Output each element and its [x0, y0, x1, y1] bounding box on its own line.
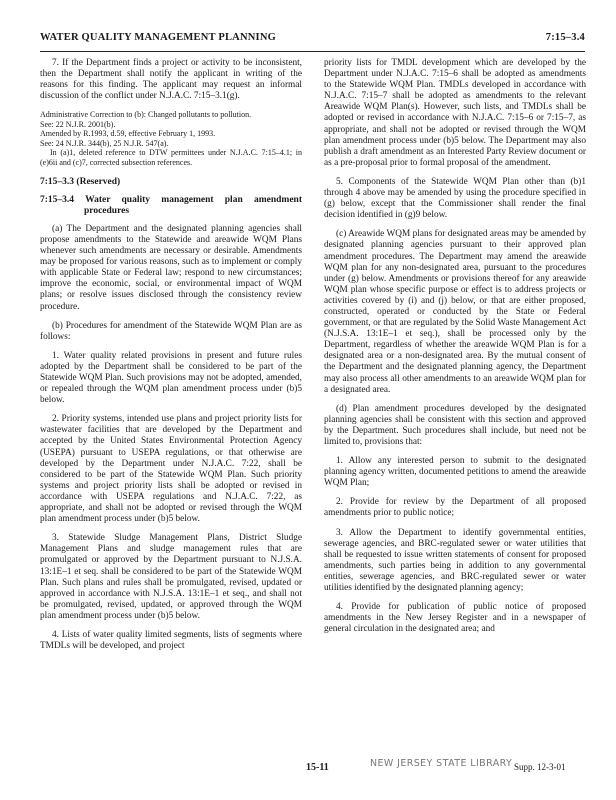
section-heading-reserved: 7:15–3.3 (Reserved)	[40, 177, 121, 188]
paragraph-b5: 5. Components of the Statewide WQM Plan other than (b)1 through 4 above may be amended by using the procedure specified in (g) below, except that the Commissioner shall render the final decision identified in (g)9 below.	[324, 176, 586, 221]
paragraph-a: (a) The Department and the designated planning agencies shall propose amendments to the Statewide and areawide WQM Plans whenever such amendments are necessary or desirable. Amendments may be proposed for various reasons, such as to implement or comply with applicable State or Federal law; respond to new circumstances; improve the economic, social, or environmental impact of WQM plans; or resolve issues disclosed through the consistency review procedure.	[40, 223, 302, 312]
running-header	[40, 32, 585, 48]
library-stamp: NEW JERSEY STATE LIBRARY	[370, 758, 513, 769]
paragraph-b2: 2. Priority systems, intended use plans and project priority lists for wastewater facilities that are developed by the Department and accepted by the United States Environmental Protection Agency (USEPA) pursuant to USEPA regulations, or that otherwise are developed by the Department under N.J.A.C. 7:22, shall be considered to be part of the Statewide WQM Plan. Such priority systems and project priority lists shall be adopted or revised in accordance with USEPA regulations and N.J.A.C. 7:22, as appropriate, and shall not be adopted or revised through the WQM plan amendment process under (b)5 below.	[40, 414, 302, 525]
supplement-date: Supp. 12-3-01	[514, 762, 566, 772]
paragraph-b4: 4. Lists of water quality limited segments, lists of segments where TMDLs will be developed, and project	[40, 629, 302, 652]
paragraph-b1: 1. Water quality related provisions in present and future rules adopted by the Department shall be considered to be part of the Statewide WQM Plan. Such provisions may not be adopted, amended, or repealed through the WQM plan amendment process under (b)5 below.	[40, 350, 302, 406]
paragraph-d4: 4. Provide for publication of public notice of proposed amendments in the New Jersey Register and in a newspaper of general circulation in the designated area; and	[324, 602, 586, 635]
right-column	[324, 58, 586, 740]
left-column	[40, 58, 302, 740]
paragraph-d: (d) Plan amendment procedures developed by the designated planning agencies shall be consistent with this section and approved by the Department. Such procedures shall include, but need not be limited to, provisions that:	[324, 403, 586, 447]
history-note: In (a)1, deleted reference to DTW permittees under N.J.A.C. 7:15–4.1; in (e)6ii and (c)7, corrected subsection references.	[40, 148, 302, 167]
section-heading-amendment: 7:15–3.4 Water quality management plan amendment procedures	[40, 194, 302, 217]
page-number: 15-11	[306, 762, 329, 773]
paragraph-c: (c) Areawide WQM plans for designated areas may be amended by designated planning agencies pursuant to their approved plan amendment procedures. The Department may amend the areawide WQM plan for any non-designated area, pursuant to the procedures under (g) below. Amendments or provisions thereof for any areawide WQM plan whose specific purpose or effect is to address projects or activities covered by (i) and (j) below, or that are either proposed, constructed, operated or conducted by the State or Federal government, or that are regulated by the Solid Waste Management Act (N.J.S.A. 13:1E–1 et seq.), shall be processed only by the Department, regardless of whether the areawide WQM Plan is for a designated area or a non-designated area. By the mutual consent of the Department and the designated planning agency, the Department may also process all other amendments to an areawide WQM plan for a designated area.	[324, 229, 586, 395]
history-note: Administrative Correction to (b): Changed pollutants to pollution.	[40, 110, 252, 120]
history-note: See: 24 N.J.R. 344(b), 25 N.J.R. 547(a).	[40, 138, 169, 148]
paragraph-item-7: 7. If the Department finds a project or activity to be inconsistent, then the Department shall notify the applicant in writing of the reasons for this finding. The applicant may request an informal discussion of the conflict under N.J.A.C. 7:15–3.1(g).	[40, 58, 302, 102]
header-rule	[40, 51, 585, 52]
paragraph-b4-continued: priority lists for TMDL development which are developed by the Department under N.J.A.C. 7:15–6 shall be adopted as amendments to the Statewide WQM Plan. TMDLs developed in accordance with N.J.A.C. 7:15–7 shall be adopted as amendments to the relevant Areawide WQM Plan(s). However, such lists, and TMDLs shall be adopted or revised in accordance with N.J.A.C. 7:15–6 or 7:15–7, as appropriate, and shall not be adopted or revised through the WQM plan amendment process under (b)5 below. The Department may also publish a draft amendment as an Interested Party Review document or as a pre-proposal prior to formal proposal of the amendment.	[324, 58, 586, 168]
header-section-number: 7:15–3.4	[545, 32, 585, 43]
header-title: WATER QUALITY MANAGEMENT PLANNING	[40, 32, 276, 43]
paragraph-d3: 3. Allow the Department to identify governmental entities, sewerage agencies, and BRC-regulated sewer or water utilities that shall be requested to issue written statements of consent for proposed amendments, such parties being in addition to any governmental entities, sewerage agencies, and BRC-regulated sewer or water utilities identified by the designated planning agency;	[324, 527, 586, 594]
paragraph-b3: 3. Statewide Sludge Management Plans, District Sludge Management Plans and sludge management rules that are promulgated or approved by the Department pursuant to N.J.S.A. 13:1E–1 et seq. shall be considered to be part of the Statewide WQM Plan. Such plans and rules shall be promulgated, revised, updated or approved in accordance with N.J.S.A. 13:1E–1 et seq., and shall not be promulgated, revised, updated, or approved through the WQM plan amendment process under (b)5 below.	[40, 533, 302, 621]
history-note: Amended by R.1993, d.59, effective February 1, 1993.	[40, 129, 216, 139]
paragraph-d2: 2. Provide for review by the Department of all proposed amendments prior to public notice;	[324, 497, 586, 519]
paragraph-b: (b) Procedures for amendment of the Statewide WQM Plan are as follows:	[40, 320, 302, 342]
history-notes	[40, 110, 302, 167]
history-note: See: 22 N.J.R. 2001(b).	[40, 119, 116, 129]
paragraph-d1: 1. Allow any interested person to submit to the designated planning agency written, documented petitions to amend the areawide WQM Plan;	[324, 456, 586, 489]
